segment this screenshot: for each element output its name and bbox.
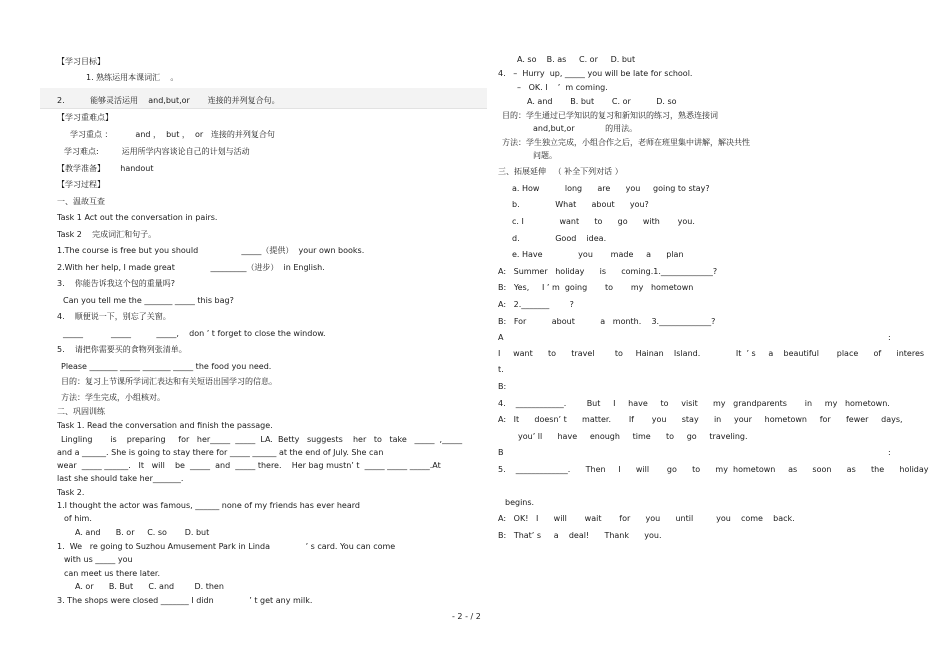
text-line: 目的：复习上节课所学词汇表达和有关短语出国学习的信息。 bbox=[61, 377, 277, 386]
text-line: b. What about you? bbox=[512, 200, 649, 209]
text-line: A. and B. or C. so D. but bbox=[75, 528, 210, 537]
text-line: e. Have you made a plan bbox=[512, 250, 684, 259]
text-line: 一、温故互查 bbox=[57, 197, 105, 206]
text-line: of him. bbox=[64, 514, 92, 523]
text-line: and,but,or 的用法。 bbox=[533, 124, 638, 133]
text-line: B: For about a month. 3._____________? bbox=[498, 317, 716, 326]
text-line: 三、拓展延伸 （ 补全下列对话 ） bbox=[498, 167, 623, 176]
text-line: 5. 请把你需要买的食物列张清单。 bbox=[57, 345, 187, 354]
text-line: Can you tell me the _______ _____ this bag? bbox=[63, 296, 234, 305]
text-line: with us _____ you bbox=[64, 555, 133, 564]
text-line: t. bbox=[498, 365, 504, 374]
text-line: last she should take her_______. bbox=[57, 474, 184, 483]
text-line: 二、巩固训练 bbox=[57, 407, 105, 416]
text-line: 1.I thought the actor was famous, ______ none of my friends has ever heard bbox=[57, 501, 360, 510]
text-line: 【教学准备】 handout bbox=[57, 164, 154, 173]
text-line: you’ ll have enough time to go traveling. bbox=[518, 432, 748, 441]
text-line: d. Good idea. bbox=[512, 234, 607, 243]
text-line: 3. 你能告诉我这个包的重量吗? bbox=[57, 279, 176, 288]
text-line: 2.With her help, I made great _________（进步） in English. bbox=[57, 263, 325, 272]
text-line: 问题。 bbox=[533, 151, 557, 160]
text-line: 学习重点 ： and ， but ， or 连接的并列复合句 bbox=[70, 130, 275, 139]
text-line: B: bbox=[498, 382, 507, 391]
text-line: 【学习重难点】 bbox=[57, 113, 113, 122]
text-line: Task 1 Act out the conversation in pairs. bbox=[57, 213, 218, 222]
text-line: 学习难点: 运用所学内容谈论自己的计划与活动 bbox=[64, 147, 250, 156]
text-line: A: Summer holiday is coming.1._____________? bbox=[498, 267, 718, 276]
text-line: wear _____ ______. It will be _____ and _____ there. Her bag mustn’ t _____ _____ _____.At bbox=[57, 461, 441, 470]
text-line: 3. The shops were closed _______ I didn ’ t get any milk. bbox=[57, 596, 313, 605]
text-line: : bbox=[888, 333, 891, 342]
text-line: A. so B. as C. or D. but bbox=[517, 55, 636, 64]
page-number: - 2 - / 2 bbox=[452, 612, 481, 621]
text-line: Task 2 完成词汇和句子。 bbox=[57, 230, 157, 239]
text-line: and a ______. She is going to stay there for _____ ______ at the end of July. She can bbox=[57, 448, 384, 457]
text-line: : bbox=[888, 448, 891, 457]
text-line: c. I want to go with you. bbox=[512, 217, 695, 226]
text-line: A. or B. But C. and D. then bbox=[75, 582, 224, 591]
text-line: 4. – Hurry up, _____ you will be late for school. bbox=[498, 69, 693, 78]
text-line: – OK. I ’ m coming. bbox=[517, 83, 608, 92]
text-line: 1. We re going to Suzhou Amusement Park in Linda ’ s card. You can come bbox=[57, 542, 396, 551]
text-line: B: Yes, I ’ m going to my hometown bbox=[498, 283, 694, 292]
text-line: 方法：学生完成，小组核对。 bbox=[61, 393, 165, 402]
text-line: A bbox=[498, 333, 504, 342]
text-line: 5. _____________. Then I will go to my hometown as soon as the holiday bbox=[498, 465, 929, 474]
text-line: 【学习目标】 bbox=[57, 57, 105, 66]
text-line: a. How long are you going to stay? bbox=[512, 184, 710, 193]
text-line: 目的：学生通过已学知识的复习和新知识的练习，熟悉连接词 bbox=[502, 111, 718, 120]
text-line: Please _______ _____ _______ _____ the food you need. bbox=[61, 362, 272, 371]
text-line: B bbox=[498, 448, 504, 457]
text-line: 4. 顺便说一下，别忘了关窗。 bbox=[57, 312, 171, 321]
text-line: A: OK! I will wait for you until you come back. bbox=[498, 514, 795, 523]
text-line: B: That’ s a deal! Thank you. bbox=[498, 531, 662, 540]
text-line: 4. ____________. But I have to visit my grandparents in my hometown. bbox=[498, 399, 890, 408]
text-line: 方法：学生独立完成，小组合作之后，老师在班里集中讲解，解决共性 bbox=[502, 138, 750, 147]
text-line: Task 2. bbox=[57, 488, 85, 497]
text-line: begins. bbox=[505, 498, 535, 507]
text-line: A: It doesn’ t matter. If you stay in your hometown for fewer days, bbox=[498, 415, 903, 424]
text-line: A. and B. but C. or D. so bbox=[527, 97, 677, 106]
text-line: can meet us there later. bbox=[64, 569, 160, 578]
text-line: Lingling is preparing for her_____ _____ LA. Betty suggests her to take _____ ,_____ bbox=[61, 435, 463, 444]
text-line: 1.The course is free but you should _____（提供） your own books. bbox=[57, 246, 365, 255]
text-line: Task 1. Read the conversation and finish the passage. bbox=[57, 421, 273, 430]
text-line: I want to travel to Hainan Island. It ’ s a beautiful place of interes bbox=[498, 349, 925, 358]
text-line: 2. 能够灵活运用 and,but,or 连接的并列复合句。 bbox=[57, 96, 280, 105]
text-line: _____ _____ _____, don ’ t forget to close the window. bbox=[63, 329, 326, 338]
text-line: A: 2._______ ? bbox=[498, 300, 574, 309]
text-line: 1. 熟练运用本课词汇 。 bbox=[86, 73, 179, 82]
text-line: 【学习过程】 bbox=[57, 180, 105, 189]
